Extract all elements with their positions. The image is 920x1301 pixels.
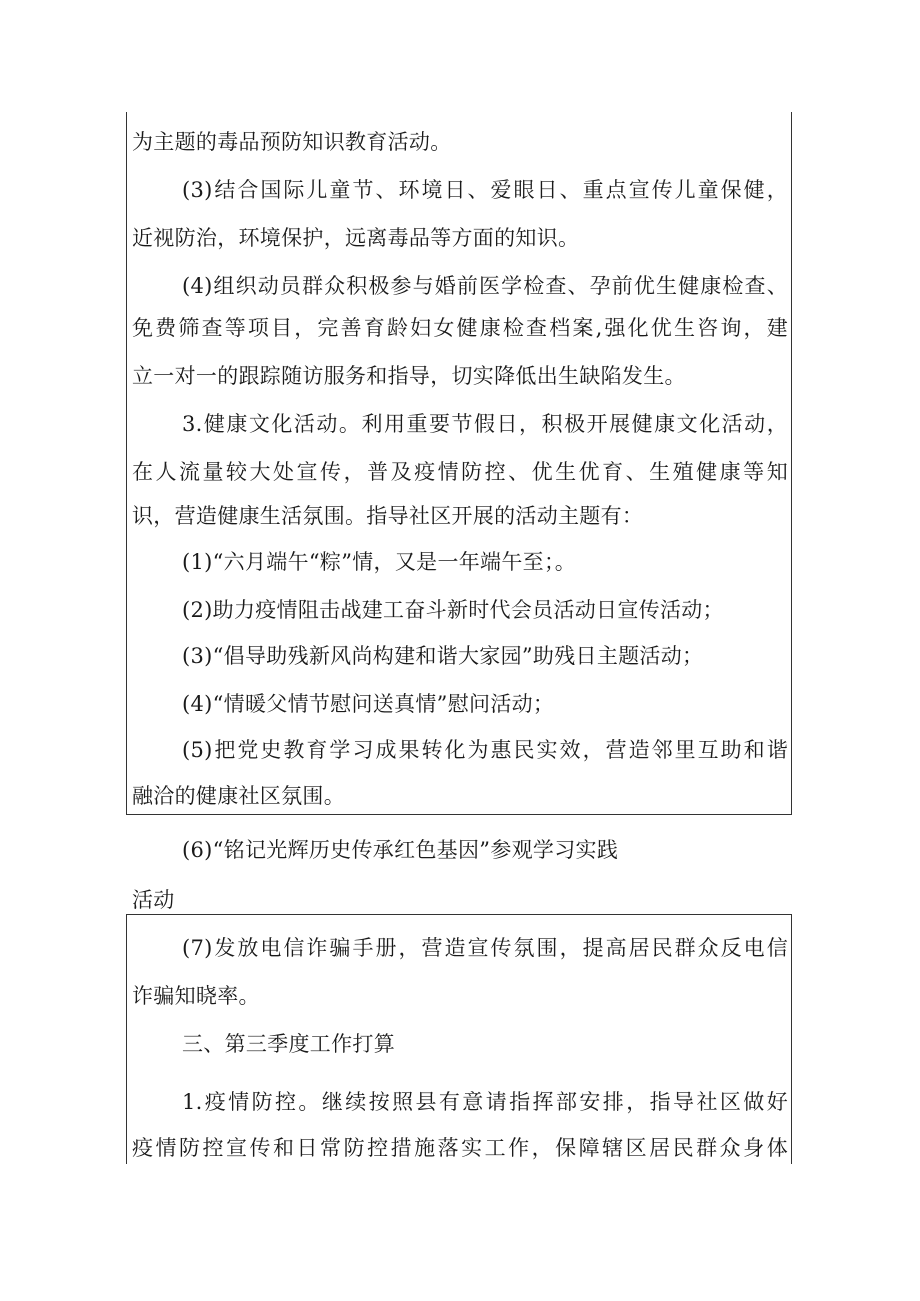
text-line: 免费筛查等项目，完善育龄妇女健康检查档案,强化优生咨询，建 — [132, 316, 788, 340]
text-line: 活动 — [132, 888, 175, 912]
text-line: 诈骗知晓率。 — [132, 984, 260, 1008]
text-line: (3)结合国际儿童节、环境日、爱眼日、重点宣传儿童保健， — [182, 178, 788, 202]
text-line: 三、第三季度工作打算 — [182, 1032, 395, 1056]
text-line: (4)“情暖父情节慰问送真情”慰问活动； — [182, 692, 555, 716]
text-line: 为主题的毒品预防知识教育活动。 — [132, 130, 452, 154]
text-line: (7)发放电信诈骗手册，营造宣传氛围，提高居民群众反电信 — [182, 936, 788, 960]
text-line: 3.健康文化活动。利用重要节假日，积极开展健康文化活动， — [182, 412, 788, 436]
text-line: 立一对一的跟踪随访服务和指导，切实降低出生缺陷发生。 — [132, 364, 686, 388]
text-line: (6)“铭记光辉历史传承红色基因”参观学习实践 — [182, 838, 619, 862]
text-line: (1)“六月端午“粽”情，又是一年端午至；。 — [182, 550, 577, 574]
text-line: (3)“倡导助残新风尚构建和谐大家园”助残日主题活动； — [182, 644, 704, 668]
text-line: 近视防治，环境保护，远离毒品等方面的知识。 — [132, 226, 580, 250]
text-line: (4)组织动员群众积极参与婚前医学检查、孕前优生健康检查、 — [182, 274, 788, 298]
text-line: (5)把党史教育学习成果转化为惠民实效，营造邻里互助和谐 — [182, 738, 788, 762]
text-line: 疫情防控宣传和日常防控措施落实工作，保障辖区居民群众身体 — [132, 1136, 788, 1160]
text-line: 1.疫情防控。继续按照县有意请指挥部安排，指导社区做好 — [182, 1090, 788, 1114]
text-line: 在人流量较大处宣传，普及疫情防控、优生优育、生殖健康等知 — [132, 460, 788, 484]
text-line: 融洽的健康社区氛围。 — [132, 784, 345, 808]
text-line: (2)助力疫情阻击战建工奋斗新时代会员活动日宣传活动； — [182, 598, 724, 622]
text-line: 识，营造健康生活氛围。指导社区开展的活动主题有： — [132, 504, 644, 528]
